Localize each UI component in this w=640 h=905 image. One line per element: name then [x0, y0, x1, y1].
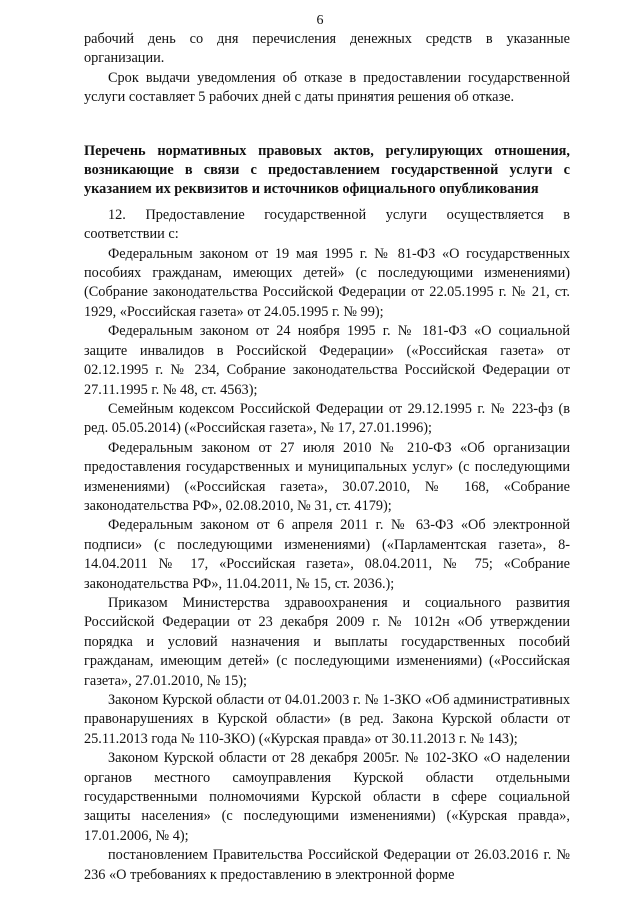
paragraph: Семейным кодексом Российской Федерации от 29.12.1995 г. № 223-фз (в ред. 05.05.2014) («Российская газета», № 17, 27.01.1996); — [84, 400, 570, 437]
paragraph: постановлением Правительства Российской Федерации от 26.03.2016 г. № 236 «О требованиях к предоставлению в электронной форме — [84, 847, 570, 883]
lead-paragraph: Срок выдачи уведомления об отказе в предоставлении государственной услуги составляет 5 рабочих дней с даты принятия решения об отказе. — [84, 69, 570, 106]
spacer — [84, 108, 570, 142]
lead-paragraph: рабочий день со дня перечисления денежных средств в указанные организации. — [84, 31, 570, 67]
section-heading: Перечень нормативных правовых актов, регулирующих отношения, возникающие в связи с предоставлением государственной услуги с указанием их реквизитов и источников официального опубликования — [84, 142, 570, 198]
paragraph: Федеральным законом от 19 мая 1995 г. № 81-ФЗ «О государственных пособиях гражданам, имеющих детей» (с последующими изменениями) (Собрание законодательства Российской Федерации от 22.05.1995 г. № 21, ст. 1929, «Российская газета» от 24.05.1995 г. № 99); — [84, 245, 570, 320]
paragraph: 12. Предоставление государственной услуги осуществляется в соответствии с: — [84, 206, 570, 243]
paragraph: Федеральным законом от 24 ноября 1995 г. № 181-ФЗ «О социальной защите инвалидов в Российской Федерации» («Российская газета» от 02.12.1995 г. № 234, Собрание законодательства Российской Федерации от 27.11.1995 г. № 48, ст. 4563); — [84, 323, 570, 398]
page-number: 6 — [316, 13, 324, 28]
paragraph: Законом Курской области от 04.01.2003 г. № 1-ЗКО «Об административных правонарушениях в Курской области» (в ред. Закона Курской области от 25.11.2013 года № 110-ЗКО) («Курская правда» от 30.11.2013 г. № 143); — [84, 692, 570, 747]
paragraph: Приказом Министерства здравоохранения и социального развития Российской Федерации от 23 декабря 2009 г. № 1012н «Об утверждении порядка и условий назначения и выплаты государственных пособий гражданам, имеющим детей» (с последующими изменениями) («Российская газета», 27.01.2010, № 15); — [84, 594, 570, 689]
paragraph: Федеральным законом от 6 апреля 2011 г. № 63-ФЗ «Об электронной подписи» (с последующими изменениями) («Парламентская газета», 8- 14.04.2011 № 17, «Российская газета», 08.04.2011, № 75; «Собрание законодательства РФ», 11.04.2011, № 15, ст. 2036.); — [84, 517, 570, 592]
paragraph: Федеральным законом от 27 июля 2010 № 210-ФЗ «Об организации предоставления государственных и муниципальных услуг» (с последующими изменениями) («Российская газета», 30.07.2010, № 168, «Собрание законодательства РФ», 02.08.2010, № 31, ст. 4179); — [84, 439, 570, 514]
document-body — [84, 30, 570, 885]
paragraph: Законом Курской области от 28 декабря 2005г. № 102-ЗКО «О наделении органов местного самоуправления Курской области отдельными государственными полномочиями Курской области в сфере социальной защиты населения» (с последующими изменениями) («Курская правда», 17.01.2006, № 4); — [84, 750, 570, 844]
